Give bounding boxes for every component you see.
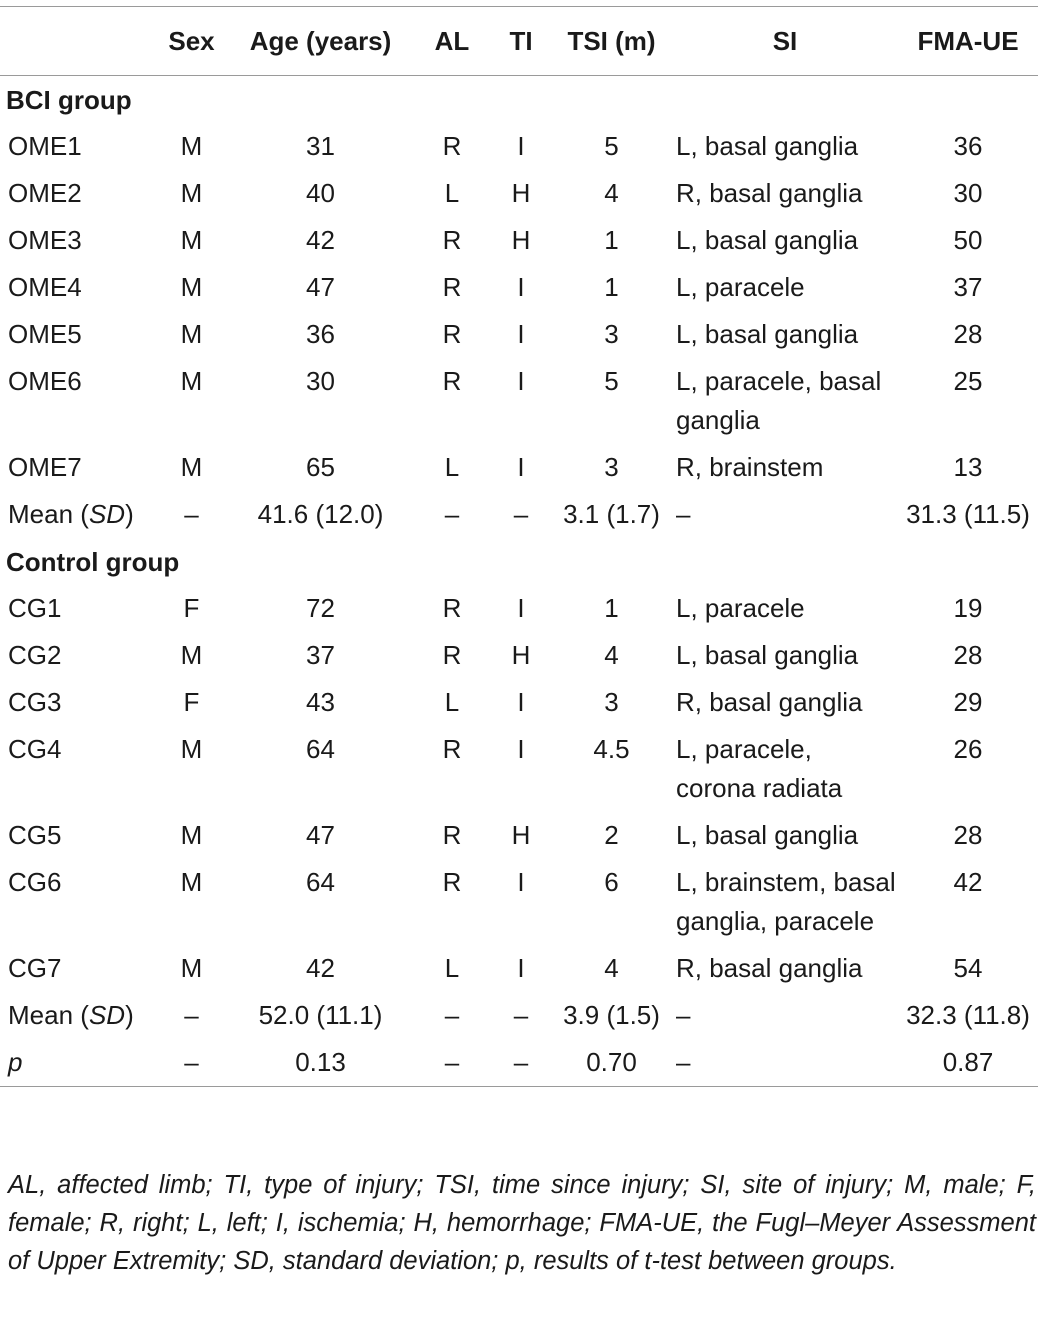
- si-cell: R, basal ganglia: [676, 687, 863, 717]
- al-cell: L: [444, 687, 460, 717]
- mean-sex-cell: –: [184, 1000, 199, 1030]
- sd-label: SD: [88, 499, 126, 529]
- al-cell: L: [444, 953, 460, 983]
- subject-cell: OME6: [8, 366, 82, 396]
- sex-cell: M: [180, 452, 203, 482]
- fma-ue-cell: 19: [953, 593, 983, 623]
- subject-cell: OME4: [8, 272, 82, 302]
- subject-cell: OME1: [8, 131, 82, 161]
- table-row: [0, 170, 1038, 217]
- p-tsi-cell: 0.70: [586, 1047, 637, 1077]
- header-si: SI: [772, 25, 798, 56]
- sex-cell: M: [180, 734, 203, 764]
- group-label: BCI group: [6, 85, 132, 115]
- si-cell: R, basal ganglia: [676, 953, 863, 983]
- si-cell: L, brainstem, basal ganglia, paracele: [676, 867, 896, 936]
- tsi-cell: 3: [604, 319, 619, 349]
- mean-row: [0, 491, 1038, 538]
- fma-ue-cell: 50: [953, 225, 983, 255]
- age-cell: 42: [306, 225, 335, 255]
- tsi-cell: 6: [604, 867, 619, 897]
- mean-al-cell: –: [444, 1000, 460, 1030]
- patient-characteristics-table: [0, 6, 1038, 1087]
- sex-cell: M: [180, 178, 203, 208]
- p-label: p: [8, 1047, 23, 1077]
- si-cell: L, paracele, corona radiata: [676, 734, 843, 803]
- ti-cell: I: [517, 366, 525, 396]
- sex-cell: M: [180, 366, 203, 396]
- header-age: Age (years): [249, 25, 392, 56]
- group-heading-row: [0, 538, 1038, 585]
- group-label: Control group: [6, 547, 180, 577]
- table-row: [0, 217, 1038, 264]
- al-cell: R: [442, 366, 462, 396]
- tsi-cell: 5: [604, 366, 619, 396]
- tsi-cell: 3: [604, 452, 619, 482]
- al-cell: R: [442, 272, 462, 302]
- tsi-cell: 2: [604, 820, 619, 850]
- ti-cell: I: [517, 867, 525, 897]
- age-cell: 36: [306, 319, 335, 349]
- age-cell: 64: [306, 867, 335, 897]
- age-cell: 30: [306, 366, 335, 396]
- header-subject: [0, 7, 155, 76]
- sex-cell: F: [183, 593, 200, 623]
- subject-cell: CG3: [8, 687, 62, 717]
- si-cell: L, basal ganglia: [676, 131, 859, 161]
- mean-sex-cell: –: [184, 499, 199, 529]
- fma-ue-cell: 13: [953, 452, 983, 482]
- table-row: [0, 264, 1038, 311]
- table-row: [0, 585, 1038, 632]
- age-cell: 47: [306, 272, 335, 302]
- si-cell: L, basal ganglia: [676, 820, 859, 850]
- age-cell: 47: [306, 820, 335, 850]
- subject-cell: CG1: [8, 593, 62, 623]
- tsi-cell: 4: [604, 640, 619, 670]
- p-label-cell: [0, 1039, 155, 1087]
- sd-label: SD: [88, 1000, 126, 1030]
- mean-tsi-cell: 3.9 (1.5): [563, 1000, 660, 1030]
- tsi-cell: 1: [604, 272, 619, 302]
- mean-label-cell: Mean (SD): [8, 499, 134, 529]
- sex-cell: M: [180, 131, 203, 161]
- age-cell: 31: [306, 131, 335, 161]
- ti-cell: I: [517, 593, 525, 623]
- al-cell: R: [442, 820, 462, 850]
- fma-ue-cell: 28: [953, 640, 983, 670]
- table-body: [0, 76, 1038, 1087]
- si-cell: L, paracele: [676, 272, 805, 302]
- age-cell: 65: [306, 452, 335, 482]
- al-cell: R: [442, 640, 462, 670]
- table-row: [0, 311, 1038, 358]
- p-value-row: [0, 1039, 1038, 1087]
- al-cell: R: [442, 593, 462, 623]
- subject-cell: CG5: [8, 820, 62, 850]
- ti-cell: I: [517, 734, 525, 764]
- table-footnote: AL, affected limb; TI, type of injury; TSI, time since injury; SI, site of injury; M, male; F, female; R, right; L, left; I, ischemia; H, hemorrhage; FMA-UE, the Fugl–Meyer Assessment of Upper Extremity; SD, standard deviation; p, results of t-test between groups.: [8, 1171, 1036, 1275]
- ti-cell: H: [511, 225, 531, 255]
- header-fma-ue: FMA-UE: [917, 25, 1019, 56]
- tsi-cell: 4: [604, 953, 619, 983]
- group-heading-row: [0, 76, 1038, 124]
- al-cell: R: [442, 867, 462, 897]
- table-row: [0, 123, 1038, 170]
- fma-ue-cell: 36: [953, 131, 983, 161]
- ti-cell: I: [517, 319, 525, 349]
- mean-si-cell: –: [676, 1000, 691, 1030]
- si-cell: R, brainstem: [676, 452, 824, 482]
- mean-tsi-cell: 3.1 (1.7): [563, 499, 660, 529]
- si-cell: L, basal ganglia: [676, 319, 859, 349]
- subject-cell: OME5: [8, 319, 82, 349]
- table-row: [0, 859, 1038, 945]
- fma-ue-cell: 54: [953, 953, 983, 983]
- mean-age-cell: 41.6 (12.0): [257, 499, 384, 529]
- table-row: [0, 632, 1038, 679]
- mean-ti-cell: –: [513, 499, 529, 529]
- si-cell: L, basal ganglia: [676, 225, 859, 255]
- tsi-cell: 1: [604, 225, 619, 255]
- header-al: AL: [434, 25, 470, 56]
- mean-label: Mean: [8, 1000, 74, 1030]
- fma-ue-cell: 25: [953, 366, 983, 396]
- table-row: [0, 726, 1038, 812]
- table-row: [0, 358, 1038, 444]
- fma-ue-cell: 26: [953, 734, 983, 764]
- mean-age-cell: 52.0 (11.1): [258, 1000, 383, 1030]
- p-fma-ue-cell: 0.87: [942, 1047, 994, 1077]
- mean-label-cell: Mean (SD): [8, 1000, 134, 1030]
- ti-cell: I: [517, 452, 525, 482]
- tsi-cell: 4.5: [593, 734, 630, 764]
- subject-cell: CG6: [8, 867, 62, 897]
- mean-fma-ue-cell: 31.3 (11.5): [906, 499, 1030, 529]
- mean-label: Mean: [8, 499, 74, 529]
- subject-cell: CG7: [8, 953, 62, 983]
- age-cell: 43: [306, 687, 335, 717]
- al-cell: L: [444, 178, 460, 208]
- si-cell: R, basal ganglia: [676, 178, 863, 208]
- sex-cell: M: [180, 225, 203, 255]
- subject-cell: OME3: [8, 225, 82, 255]
- mean-row: [0, 992, 1038, 1039]
- ti-cell: I: [517, 131, 525, 161]
- subject-cell: OME7: [8, 452, 82, 482]
- sex-cell: M: [180, 272, 203, 302]
- al-cell: L: [444, 452, 460, 482]
- age-cell: 72: [306, 593, 335, 623]
- si-cell: L, paracele: [676, 593, 805, 623]
- table-row: [0, 444, 1038, 491]
- fma-ue-cell: 42: [953, 867, 983, 897]
- sex-cell: M: [180, 867, 203, 897]
- si-cell: L, basal ganglia: [676, 640, 859, 670]
- ti-cell: H: [511, 178, 531, 208]
- fma-ue-cell: 37: [953, 272, 983, 302]
- p-al-cell: –: [444, 1047, 460, 1077]
- age-cell: 64: [306, 734, 335, 764]
- sex-cell: M: [180, 820, 203, 850]
- p-ti-cell: –: [513, 1047, 529, 1077]
- subject-cell: CG2: [8, 640, 62, 670]
- p-si-cell: –: [676, 1047, 691, 1077]
- tsi-cell: 3: [604, 687, 619, 717]
- fma-ue-cell: 28: [953, 319, 983, 349]
- ti-cell: H: [511, 640, 531, 670]
- al-cell: R: [442, 131, 462, 161]
- sex-cell: M: [180, 953, 203, 983]
- p-age-cell: 0.13: [295, 1047, 346, 1077]
- table-row: [0, 945, 1038, 992]
- mean-ti-cell: –: [513, 1000, 529, 1030]
- table-row: [0, 812, 1038, 859]
- header-tsi: TSI (m): [567, 25, 656, 56]
- sex-cell: M: [180, 640, 203, 670]
- mean-si-cell: –: [676, 499, 691, 529]
- ti-cell: I: [517, 272, 525, 302]
- tsi-cell: 5: [604, 131, 619, 161]
- fma-ue-cell: 30: [953, 178, 983, 208]
- mean-fma-ue-cell: 32.3 (11.8): [906, 1000, 1030, 1030]
- header-sex: Sex: [168, 25, 215, 56]
- ti-cell: H: [511, 820, 531, 850]
- subject-cell: OME2: [8, 178, 82, 208]
- p-sex-cell: –: [184, 1047, 199, 1077]
- subject-cell: CG4: [8, 734, 62, 764]
- ti-cell: I: [517, 687, 525, 717]
- table-row: [0, 679, 1038, 726]
- fma-ue-cell: 29: [953, 687, 983, 717]
- tsi-cell: 4: [604, 178, 619, 208]
- age-cell: 42: [306, 953, 335, 983]
- tsi-cell: 1: [604, 593, 619, 623]
- sex-cell: M: [180, 319, 203, 349]
- mean-al-cell: –: [444, 499, 460, 529]
- table-header: [0, 7, 1038, 76]
- header-ti: TI: [509, 25, 533, 56]
- al-cell: R: [442, 225, 462, 255]
- al-cell: R: [442, 734, 462, 764]
- al-cell: R: [442, 319, 462, 349]
- age-cell: 37: [306, 640, 335, 670]
- sex-cell: F: [183, 687, 200, 717]
- fma-ue-cell: 28: [953, 820, 983, 850]
- age-cell: 40: [306, 178, 335, 208]
- ti-cell: I: [517, 953, 525, 983]
- si-cell: L, paracele, basal ganglia: [676, 366, 882, 435]
